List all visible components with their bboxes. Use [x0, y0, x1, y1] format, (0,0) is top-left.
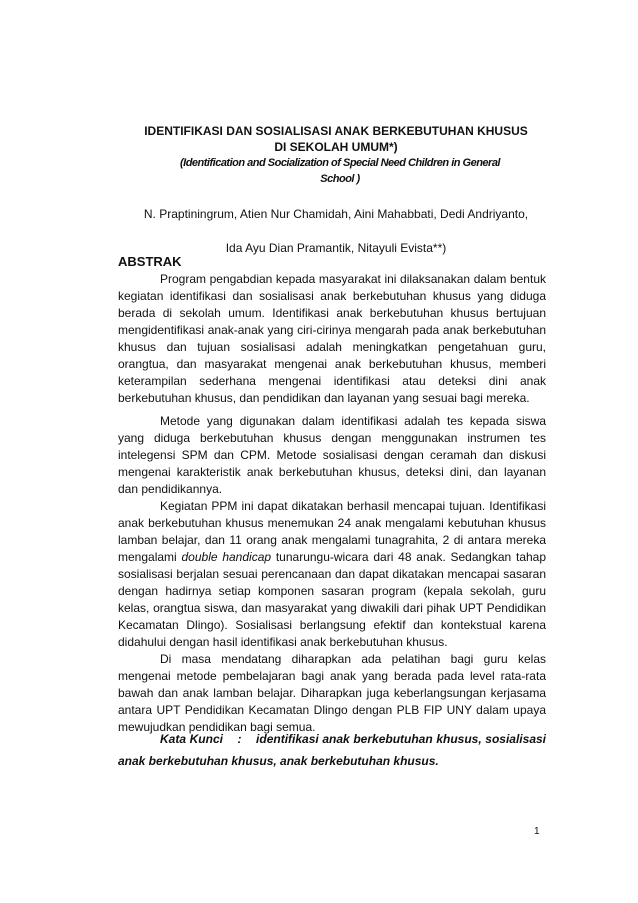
authors-line-1: N. Praptiningrum, Atien Nur Chamidah, Aini Mahabbati, Dedi Andriyanto, — [143, 207, 529, 221]
english-title-line-2: School ) — [320, 173, 360, 185]
abstract-heading: ABSTRAK — [118, 254, 182, 269]
keywords-paragraph — [118, 728, 546, 772]
abstract-paragraph-4: Di masa mendatang diharapkan ada pelatihan bagi guru kelas mengenai metode pembelajaran bagi anak yang berada pada level rata-rata bawah dan anak lamban belajar. Diharapkan juga keberlangsungan kerjasama antara UPT Pendidikan Kecamatan Dlingo dengan PLB FIP UNY dalam upaya mewujudkan pendidikan bagi semua. — [118, 652, 546, 734]
abstract-paragraph-3 — [118, 498, 546, 651]
keywords-section — [118, 728, 546, 772]
title-line-1: IDENTIFIKASI DAN SOSIALISASI ANAK BERKEBUTUHAN KHUSUS — [144, 124, 528, 138]
abstract-paragraph-2: Metode yang digunakan dalam identifikasi adalah tes kepada siswa yang diduga berkebutuhan khusus dengan menggunakan instrumen tes intelegensi SPM dan CPM. Metode sosialisasi dengan ceramah dan diskusi mengenai karakteristik anak berkebutuhan khusus, deteksi dini, dan layanan dan pendidikannya. — [118, 414, 546, 496]
paragraph-3-text-end: tunarungu-wicara dari 48 anak. Sedangkan tahap sosialisasi berjalan sesuai perencanaan dan dapat dikatakan mencapai sasaran dengan hadirnya setiap komponen sasaran program (kepala sekolah, guru kelas, orangtua siswa, dan masyarakat yang diwakili dari pihak UPT Pendidikan Kecamatan Dlingo). Sosialisasi berlangsung efektif dan kontekstual karena didahului dengan hasil identifikasi anak berkebutuhan khusus. — [118, 550, 547, 649]
keywords-separator: : — [237, 732, 242, 746]
abstract-block-2 — [118, 413, 546, 736]
keywords-text: identifikasi anak berkebutuhan khusus, sosialisasi anak berkebutuhan khusus, anak berkebutuhan khusus. — [118, 732, 546, 768]
english-title-line-1: (Identification and Socialization of Special Need Children in General — [179, 157, 500, 169]
abstract-paragraph-1: Program pengabdian kepada masyarakat ini dilaksanakan dalam bentuk kegiatan identifikasi dan sosialisasi anak berkebutuhan khusus yang diduga berada di sekolah umum. Identifikasi anak berkebutuhan khusus bertujuan mengidentifikasi anak-anak yang ciri-cirinya mengarah pada anak berkebutuhan khusus dan tujuan sosialisasi adalah meningkatkan pengetahuan guru, orangtua, dan masyarakat mengenai anak berkebutuhan khusus, memberi keterampilan sederhana mengenai identifikasi atau deteksi dini anak berkebutuhan khusus, dan pendidikan dan layanan yang sesuai bagi mereka. — [118, 272, 546, 405]
english-title — [150, 155, 530, 187]
title-line-2: DI SEKOLAH UMUM*) — [274, 140, 398, 154]
keywords-label: Kata Kunci — [160, 732, 223, 746]
abstract-block-1 — [118, 271, 546, 407]
page-number: 1 — [534, 826, 540, 837]
author-list — [118, 197, 554, 265]
paragraph-3-text-start: Kegiatan PPM ini dapat dikatakan berhasil mencapai tujuan. Identifikasi anak berkebutuhan khusus menemukan 24 anak mengalami kebutuhan khusus lamban belajar, dan 11 orang anak mengalami tunagrahita, 2 di antara mereka mengalami — [118, 499, 546, 564]
paragraph-3-italic-term: double handicap — [181, 550, 272, 564]
page-title — [118, 123, 554, 155]
authors-line-2: Ida Ayu Dian Pramantik, Nitayuli Evista**) — [225, 241, 447, 255]
